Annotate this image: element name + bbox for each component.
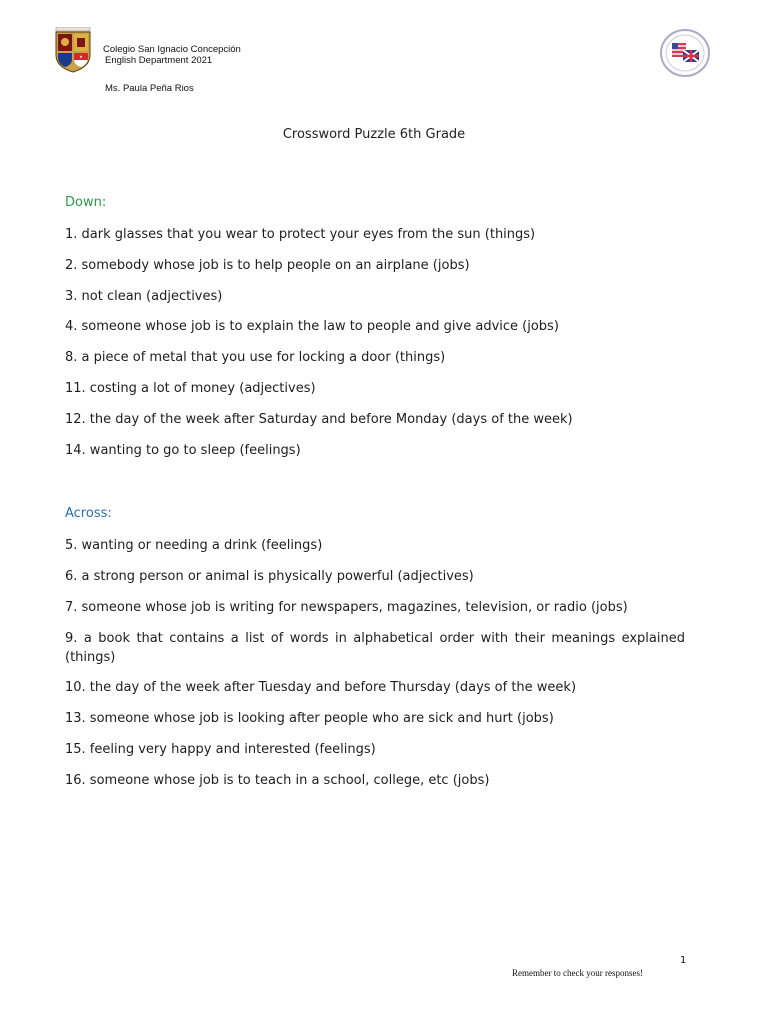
school-crest-logo	[53, 27, 93, 73]
english-department-seal-logo	[659, 28, 711, 78]
page-number: 1	[680, 955, 687, 966]
down-clue: 2. somebody whose job is to help people on an airplane (jobs)	[65, 258, 470, 273]
down-clue: 14. wanting to go to sleep (feelings)	[65, 443, 301, 458]
school-header	[103, 44, 241, 66]
department-name: English Department 2021	[105, 55, 213, 66]
down-clue: 12. the day of the week after Saturday and before Monday (days of the week)	[65, 412, 573, 427]
down-clue: 4. someone whose job is to explain the law to people and give advice (jobs)	[65, 319, 559, 334]
down-clue: 1. dark glasses that you wear to protect your eyes from the sun (things)	[65, 227, 536, 242]
down-clue: 3. not clean (adjectives)	[65, 289, 223, 304]
across-section-label: Across:	[65, 506, 112, 521]
across-clue: 9. a book that contains a list of words in alphabetical order with their meanings explained (things)	[65, 631, 685, 665]
across-clue: 16. someone whose job is to teach in a school, college, etc (jobs)	[65, 773, 490, 788]
footer-note: Remember to check your responses!	[512, 968, 643, 978]
across-clue: 7. someone whose job is writing for newspapers, magazines, television, or radio (jobs)	[65, 600, 628, 615]
across-clue: 15. feeling very happy and interested (feelings)	[65, 742, 376, 757]
across-clue: 5. wanting or needing a drink (feelings)	[65, 538, 323, 553]
across-clue: 13. someone whose job is looking after people who are sick and hurt (jobs)	[65, 711, 554, 726]
down-clue: 8. a piece of metal that you use for locking a door (things)	[65, 350, 446, 365]
down-section-label: Down:	[65, 195, 107, 210]
teacher-name: Ms. Paula Peña Rios	[105, 83, 194, 94]
school-name: Colegio San Ignacio Concepción	[103, 44, 241, 55]
across-clue: 6. a strong person or animal is physically powerful (adjectives)	[65, 569, 474, 584]
page-title: Crossword Puzzle 6th Grade	[282, 127, 466, 142]
down-clue: 11. costing a lot of money (adjectives)	[65, 381, 316, 396]
across-clue: 10. the day of the week after Tuesday and before Thursday (days of the week)	[65, 680, 577, 695]
